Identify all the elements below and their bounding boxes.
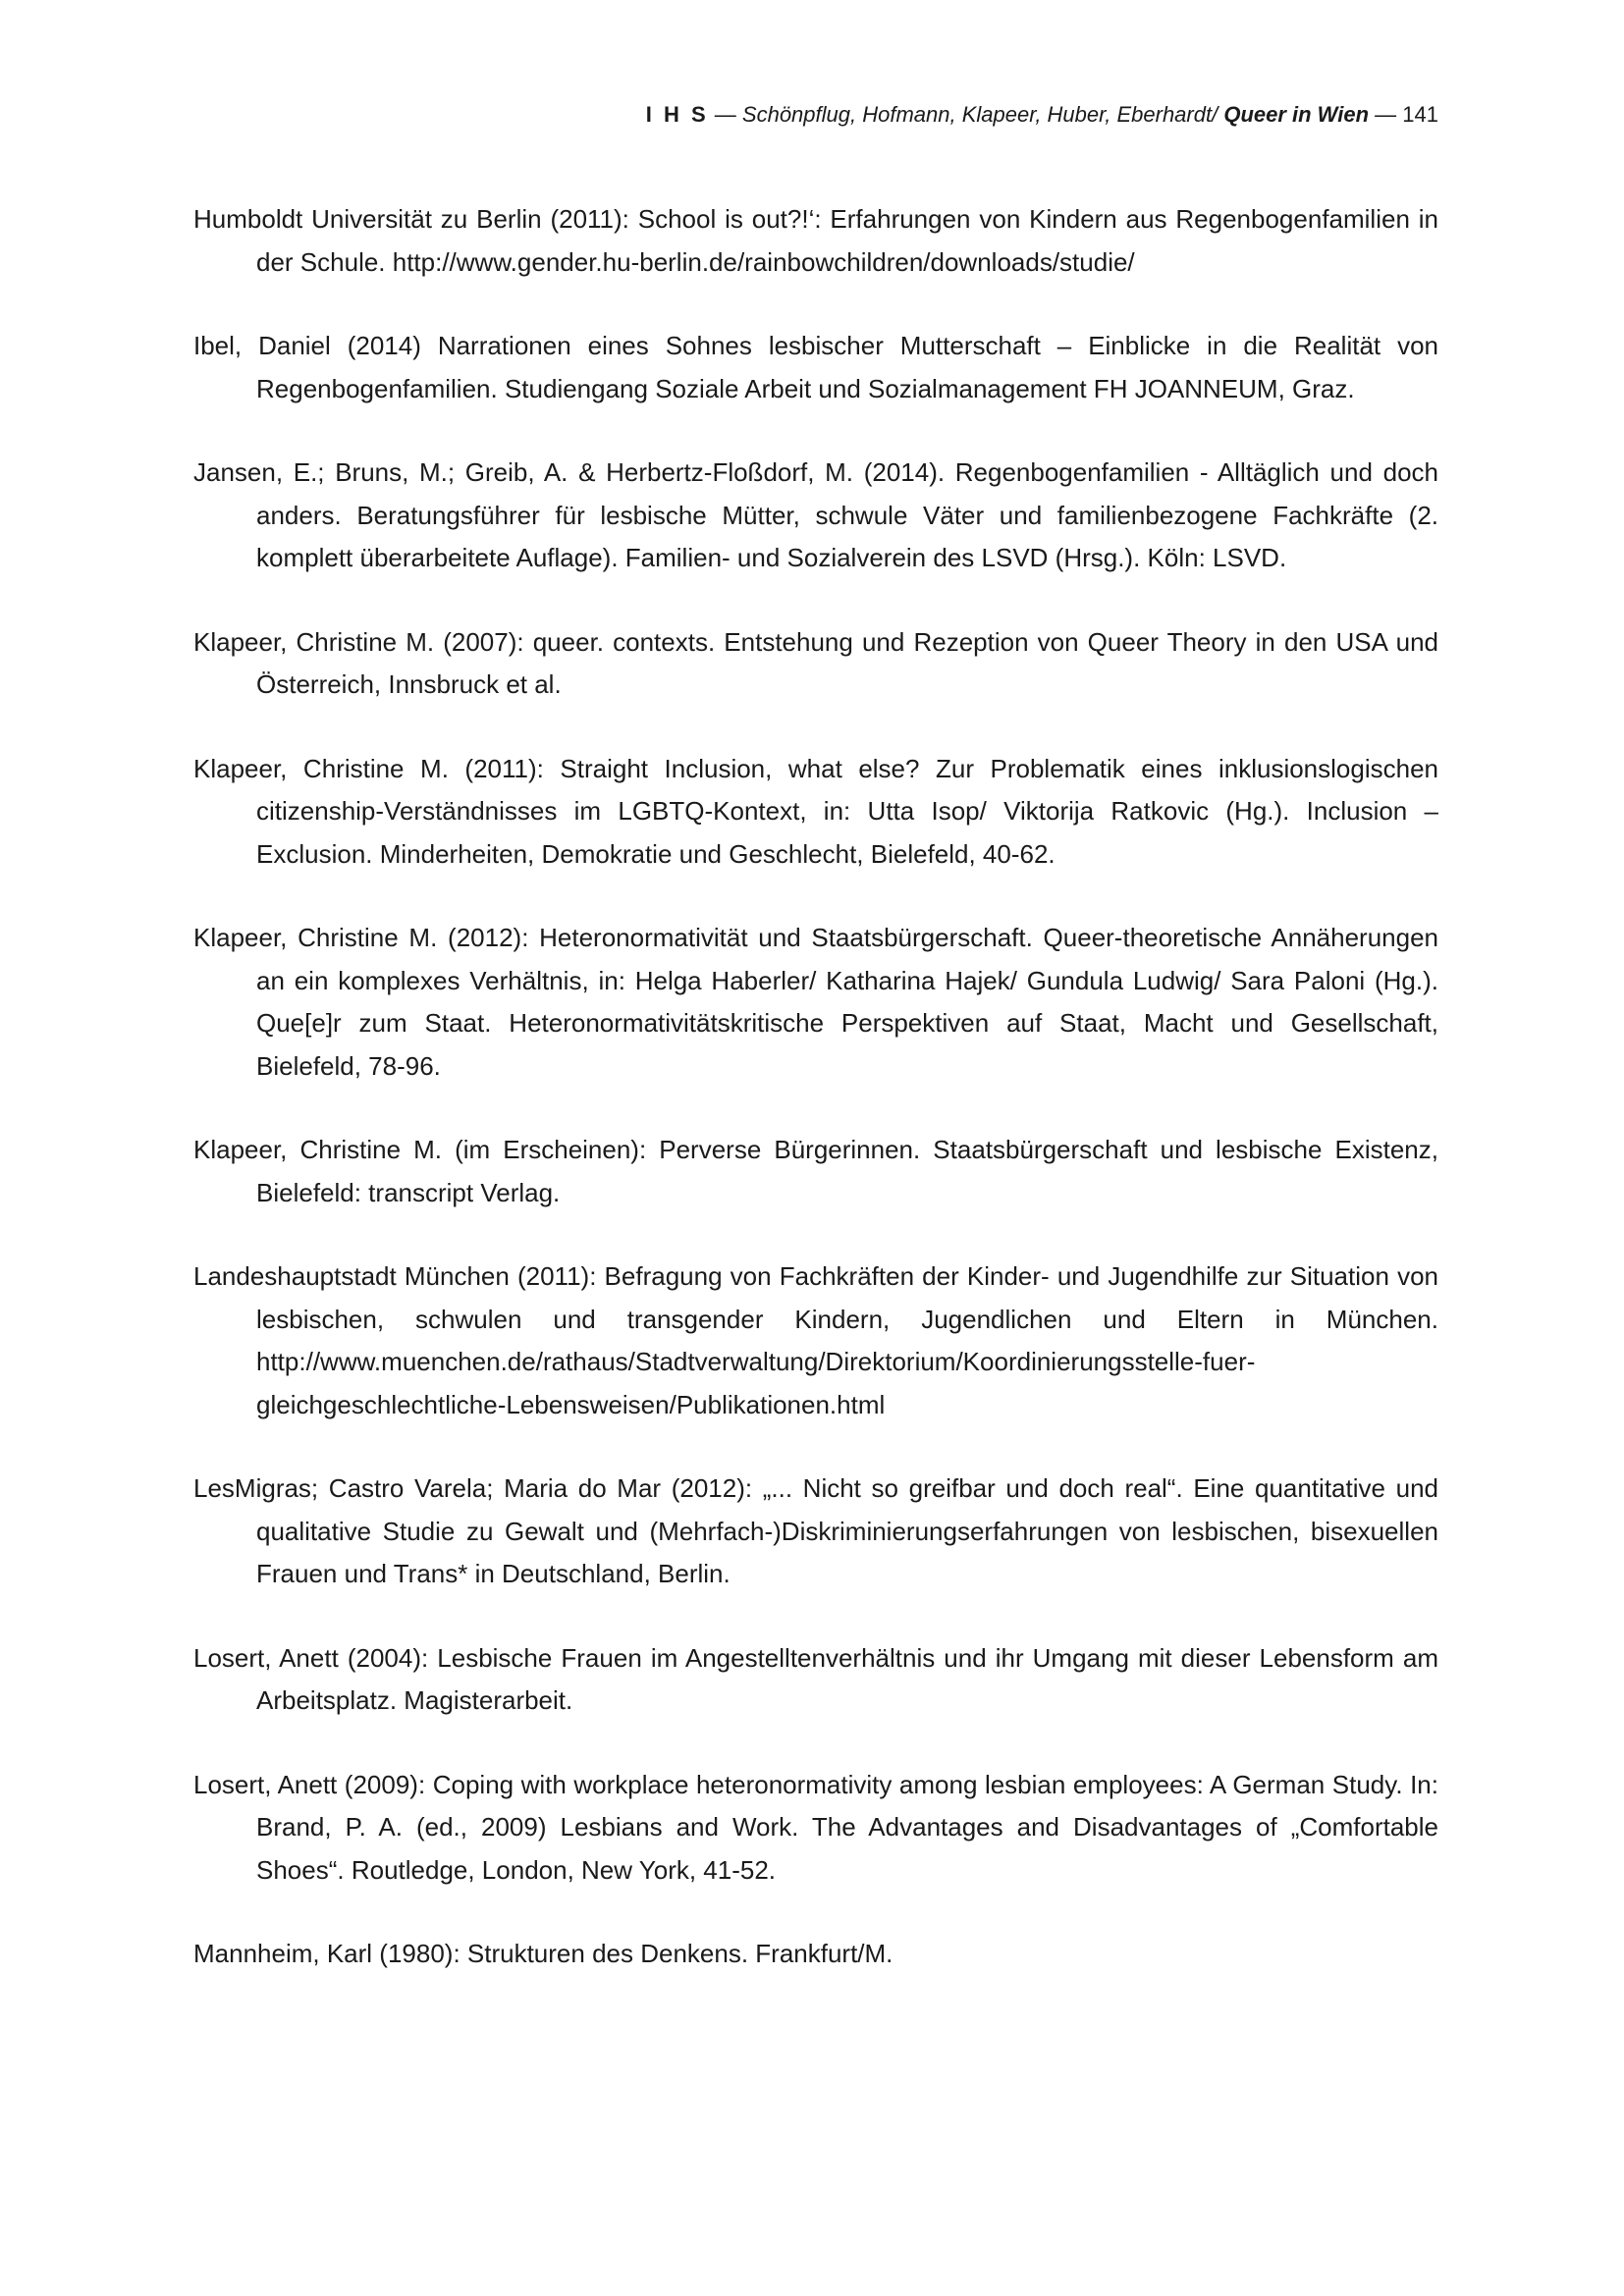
reference-entry: Mannheim, Karl (1980): Strukturen des Denkens. Frankfurt/M. bbox=[193, 1939, 893, 1968]
header-separator: — bbox=[1369, 102, 1403, 127]
reference-list bbox=[193, 198, 1438, 2017]
header-authors: Schönpflug, Hofmann, Klapeer, Huber, Eberhardt/ bbox=[741, 102, 1224, 127]
reference-entry: Losert, Anett (2004): Lesbische Frauen im Angestelltenverhältnis und ihr Umgang mit dieser Lebensform am Arbeitsplatz. Magisterarbeit. bbox=[193, 1642, 1438, 1715]
reference-entry: Klapeer, Christine M. (2007): queer. contexts. Entstehung und Rezeption von Queer Theory in den USA und Österreich, Innsbruck et al. bbox=[193, 626, 1438, 699]
reference-entry: Losert, Anett (2009): Coping with workplace heteronormativity among lesbian employees: A German Study. In: Brand, P. A. (ed., 2009) Lesbians and Work. The Advantages and Disadvantages of „Comfortable Shoes“. Routledge, London, New York, 41-52. bbox=[193, 1769, 1438, 1885]
reference-entry: Klapeer, Christine M. (2011): Straight Inclusion, what else? Zur Problematik eines inklusionslogischen citizenship-Verständnisses im LGBTQ-Kontext, in: Utta Isop/ Viktorija Ratkovic (Hg.). Inclusion – Exclusion. Minderheiten, Demokratie und Geschlecht, Bielefeld, 40-62. bbox=[193, 753, 1438, 869]
reference-entry: Humboldt Universität zu Berlin (2011): School is out?!‘: Erfahrungen von Kindern aus Regenbogenfamilien in der Schule. http://www.gender.hu-berlin.de/rainbowchildren/downloads/studie/ bbox=[193, 204, 1438, 277]
reference-entry: Jansen, E.; Bruns, M.; Greib, A. & Herbertz-Floßdorf, M. (2014). Regenbogenfamilien - Alltäglich und doch anders. Beratungsführer für lesbische Mütter, schwule Väter und familienbezogene Fachkräfte (2. komplett überarbeitete Auflage). Familien- und Sozialverein des LSVD (Hrsg.). Köln: LSVD. bbox=[193, 457, 1438, 572]
page-number: 141 bbox=[1402, 102, 1438, 127]
header-title: Queer in Wien bbox=[1223, 102, 1370, 127]
reference-entry: Ibel, Daniel (2014) Narrationen eines Sohnes lesbischer Mutterschaft – Einblicke in die Realität von Regenbogenfamilien. Studiengang Soziale Arbeit und Sozialmanagement FH JOANNEUM, Graz. bbox=[193, 331, 1438, 403]
running-header bbox=[646, 101, 1438, 129]
reference-entry: Klapeer, Christine M. (im Erscheinen): Perverse Bürgerinnen. Staatsbürgerschaft und lesbische Existenz, Bielefeld: transcript Verlag. bbox=[193, 1135, 1438, 1207]
reference-entry: Klapeer, Christine M. (2012): Heteronormativität und Staatsbürgerschaft. Queer-theoretische Annäherungen an ein komplexes Verhältnis, in: Helga Haberler/ Katharina Hajek/ Gundula Ludwig/ Sara Paloni (Hg.). Que[e]r zum Staat. Heteronormativitätskritische Perspektiven auf Staat, Macht und Gesellschaft, Bielefeld, 78-96. bbox=[193, 923, 1438, 1081]
header-org: I H S bbox=[645, 102, 709, 127]
reference-entry: Landeshauptstadt München (2011): Befragung von Fachkräften der Kinder- und Jugendhilfe zur Situation von lesbischen, schwulen und transgender Kindern, Jugendlichen und Eltern in München. http://www.muenchen.de/rathaus/Stadtverwaltung/Direktorium/Koordinierungsstelle-fuer-gleichgeschlechtliche-Lebensweisen/Publikationen.html bbox=[193, 1261, 1438, 1419]
header-separator: — bbox=[708, 102, 742, 127]
reference-entry: LesMigras; Castro Varela; Maria do Mar (2012): „... Nicht so greifbar und doch real“. Eine quantitative und qualitative Studie zu Gewalt und (Mehrfach-)Diskriminierungserfahrungen von lesbischen, bisexuellen Frauen und Trans* in Deutschland, Berlin. bbox=[193, 1473, 1438, 1588]
